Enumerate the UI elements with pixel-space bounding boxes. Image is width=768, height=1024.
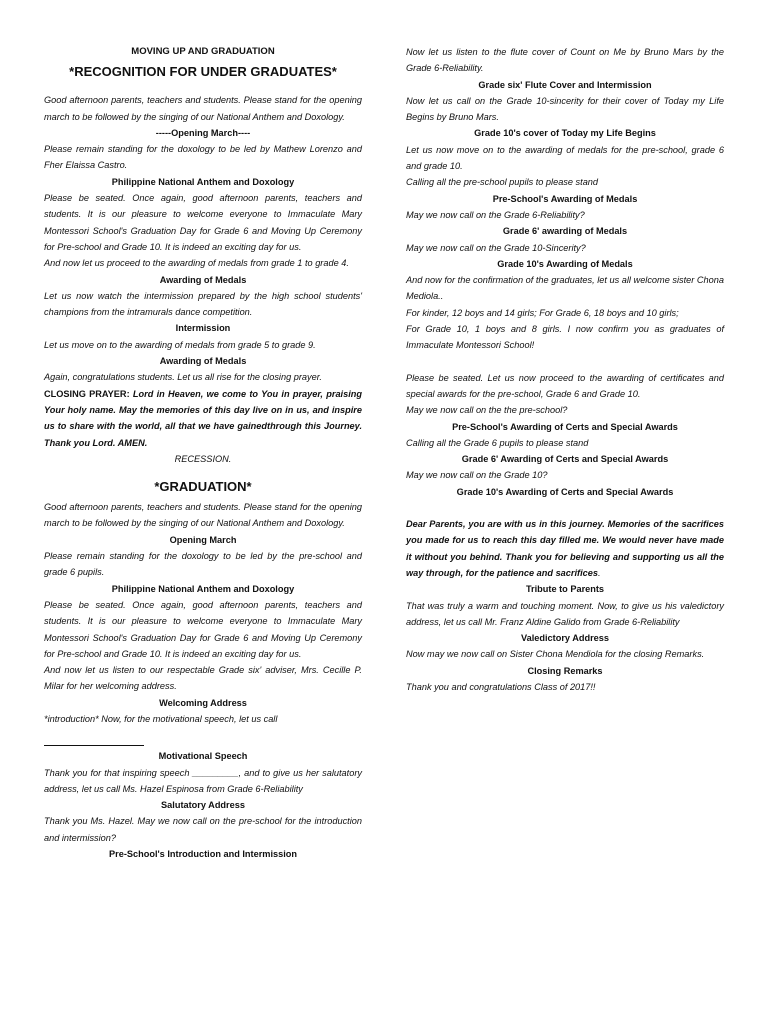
paragraph: May we now call on the the pre-school? [406,405,568,416]
paragraph: Now let us listen to the flute cover of Count on Me by Bruno Mars by the Grade 6-Reliability. [406,47,724,74]
tribute-paragraph [406,516,724,581]
section-heading: Pre-School's Introduction and Intermission [109,849,297,860]
section-heading: Awarding of Medals [159,356,247,367]
document-title: MOVING UP AND GRADUATION [131,46,275,57]
section-heading: Welcoming Address [159,697,247,708]
paragraph: Now may we now call on Sister Chona Mendiola for the closing Remarks. [406,649,705,660]
section-heading: Pre-School's Awarding of Certs and Special Awards [452,421,678,432]
section-heading: Tribute to Parents [525,584,605,595]
section-heading: Philippine National Anthem and Doxology [111,583,295,594]
section-heading: Grade 6' Awarding of Certs and Special Awards [461,454,669,465]
paragraph: For kinder, 12 boys and 14 girls; For Grade 6, 18 boys and 10 girls; [406,307,679,318]
section-heading: Grade 10's Awarding of Medals [497,258,633,269]
section-heading: Grade 6' awarding of Medals [502,226,628,237]
section-heading: Valedictory Address [521,633,609,644]
spacer [406,354,724,370]
section-heading: Opening March [169,534,237,545]
closing-prayer-label: CLOSING PRAYER: [44,388,130,399]
section-heading: Motivational Speech [158,751,248,762]
paragraph: Calling all the Grade 6 pupils to please stand [406,437,589,448]
section-heading: Salutatory Address [161,800,245,811]
spacer [406,500,724,516]
paragraph: Thank you Ms. Hazel. May we now call on the pre-school for the introduction and intermission? [44,816,362,843]
graduation-title: *GRADUATION* [154,479,252,495]
section-heading: -----Opening March---- [155,127,251,138]
paragraph: Good afternoon parents, teachers and students. Please stand for the opening march to be followed by the singing of our National Anthem and Doxology. [44,95,362,122]
paragraph: May we now call on the Grade 6-Reliability? [406,209,585,220]
recognition-title: *RECOGNITION FOR UNDER GRADUATES* [69,64,337,80]
paragraph: Now let us call on the Grade 10-sincerity for their cover of Today my Life Begins by Bruno Mars. [406,95,724,123]
paragraph: May we now call on the Grade 10? [406,470,548,481]
paragraph: Thank you for that inspiring speech _________, and to give us her salutatory address, let us call Ms. Hazel Espinosa from Grade 6-Reliability [44,767,362,794]
paragraph: Please be seated. Let us now proceed to the awarding of certificates and special awards for the pre-school, Grade 6 and Grade 10. [406,372,724,399]
paragraph: May we now call on the Grade 10-Sincerity? [406,242,586,253]
left-column [44,44,362,862]
section-heading: Philippine National Anthem and Doxology [111,176,295,187]
section-heading: Pre-School's Awarding of Medals [492,193,638,204]
paragraph: Thank you and congratulations Class of 2017!! [406,681,596,692]
paragraph: And now let us proceed to the awarding of medals from grade 1 to grade 4. [44,258,349,269]
paragraph: Please be seated. Once again, good afternoon parents, teachers and students. It is our pleasure to welcome everyone to Immaculate Mary Montessori School's Graduation Day for Grade 6 and Moving Up Ceremony for Pre-school and Grade 10. It is indeed an exciting day for us. [44,193,362,252]
paragraph: Let us now move on to the awarding of medals for the pre-school, grade 6 and grade 10. [406,144,724,172]
paragraph: Let us move on to the awarding of medals from grade 5 to grade 9. [44,339,316,350]
section-heading: Intermission [175,323,231,334]
section-heading: Grade 10's cover of Today my Life Begins [474,128,656,139]
closing-prayer-text: Lord in Heaven, we come to You in prayer, praising Your holy name. May the memories of this day live on in us, and inspire us to share with the world, all that we have gainedthrough this Journey. Thank you Lord. AMEN. [44,388,362,448]
paragraph: For Grade 10, 1 boys and 8 girls. I now confirm you as graduates of Immaculate Montessori School! [406,324,724,351]
recession-text: RECESSION. [174,453,232,464]
tribute-text: Dear Parents, you are with us in this journey. Memories of the sacrifices you made for us to reach this day filled me. We would never have made it without you behind. Thank you for believing and supporting us all the way through, for the patience and sacrifices [406,519,724,578]
closing-prayer [44,386,362,451]
paragraph: Calling all the pre-school pupils to please stand [406,177,599,188]
blank-line [44,727,144,746]
section-heading: Closing Remarks [527,665,603,676]
paragraph: Good afternoon parents, teachers and students. Please stand for the opening march to be followed by the singing of our National Anthem and Doxology. [44,502,362,529]
section-heading: Grade 10's Awarding of Certs and Special Awards [456,486,674,497]
paragraph: Again, congratulations students. Let us all rise for the closing prayer. [44,372,322,383]
right-column [406,44,724,695]
paragraph: That was truly a warm and touching moment. Now, to give us his valedictory address, let us call Mr. Franz Aldine Galido from Grade 6-Reliability [406,600,724,627]
paragraph: And now for the confirmation of the graduates, let us all welcome sister Chona Mediola.. [406,275,724,302]
paragraph: Please be seated. Once again, good afternoon parents, teachers and students. It is our pleasure to welcome everyone to Immaculate Mary Montessori School's Graduation Day for Grade 6 and Moving Up Ceremony for Pre-school and Grade 10. It is indeed an exciting day for us. [44,599,362,659]
paragraph: Please remain standing for the doxology to be led by Mathew Lorenzo and Fher Elaissa Castro. [44,144,362,171]
paragraph: Please remain standing for the doxology to be led by the pre-school and grade 6 pupils. [44,551,362,578]
tribute-end: . [597,567,601,578]
paragraph: And now let us listen to our respectable Grade six' adviser, Mrs. Cecille P. Milar for her welcoming address. [44,665,362,692]
section-heading: Awarding of Medals [159,274,247,285]
section-heading: Grade six' Flute Cover and Intermission [478,79,652,90]
paragraph: Let us now watch the intermission prepared by the high school students' champions from the intramurals dance competition. [44,290,362,318]
paragraph: *introduction* Now, for the motivational speech, let us call [44,713,278,724]
